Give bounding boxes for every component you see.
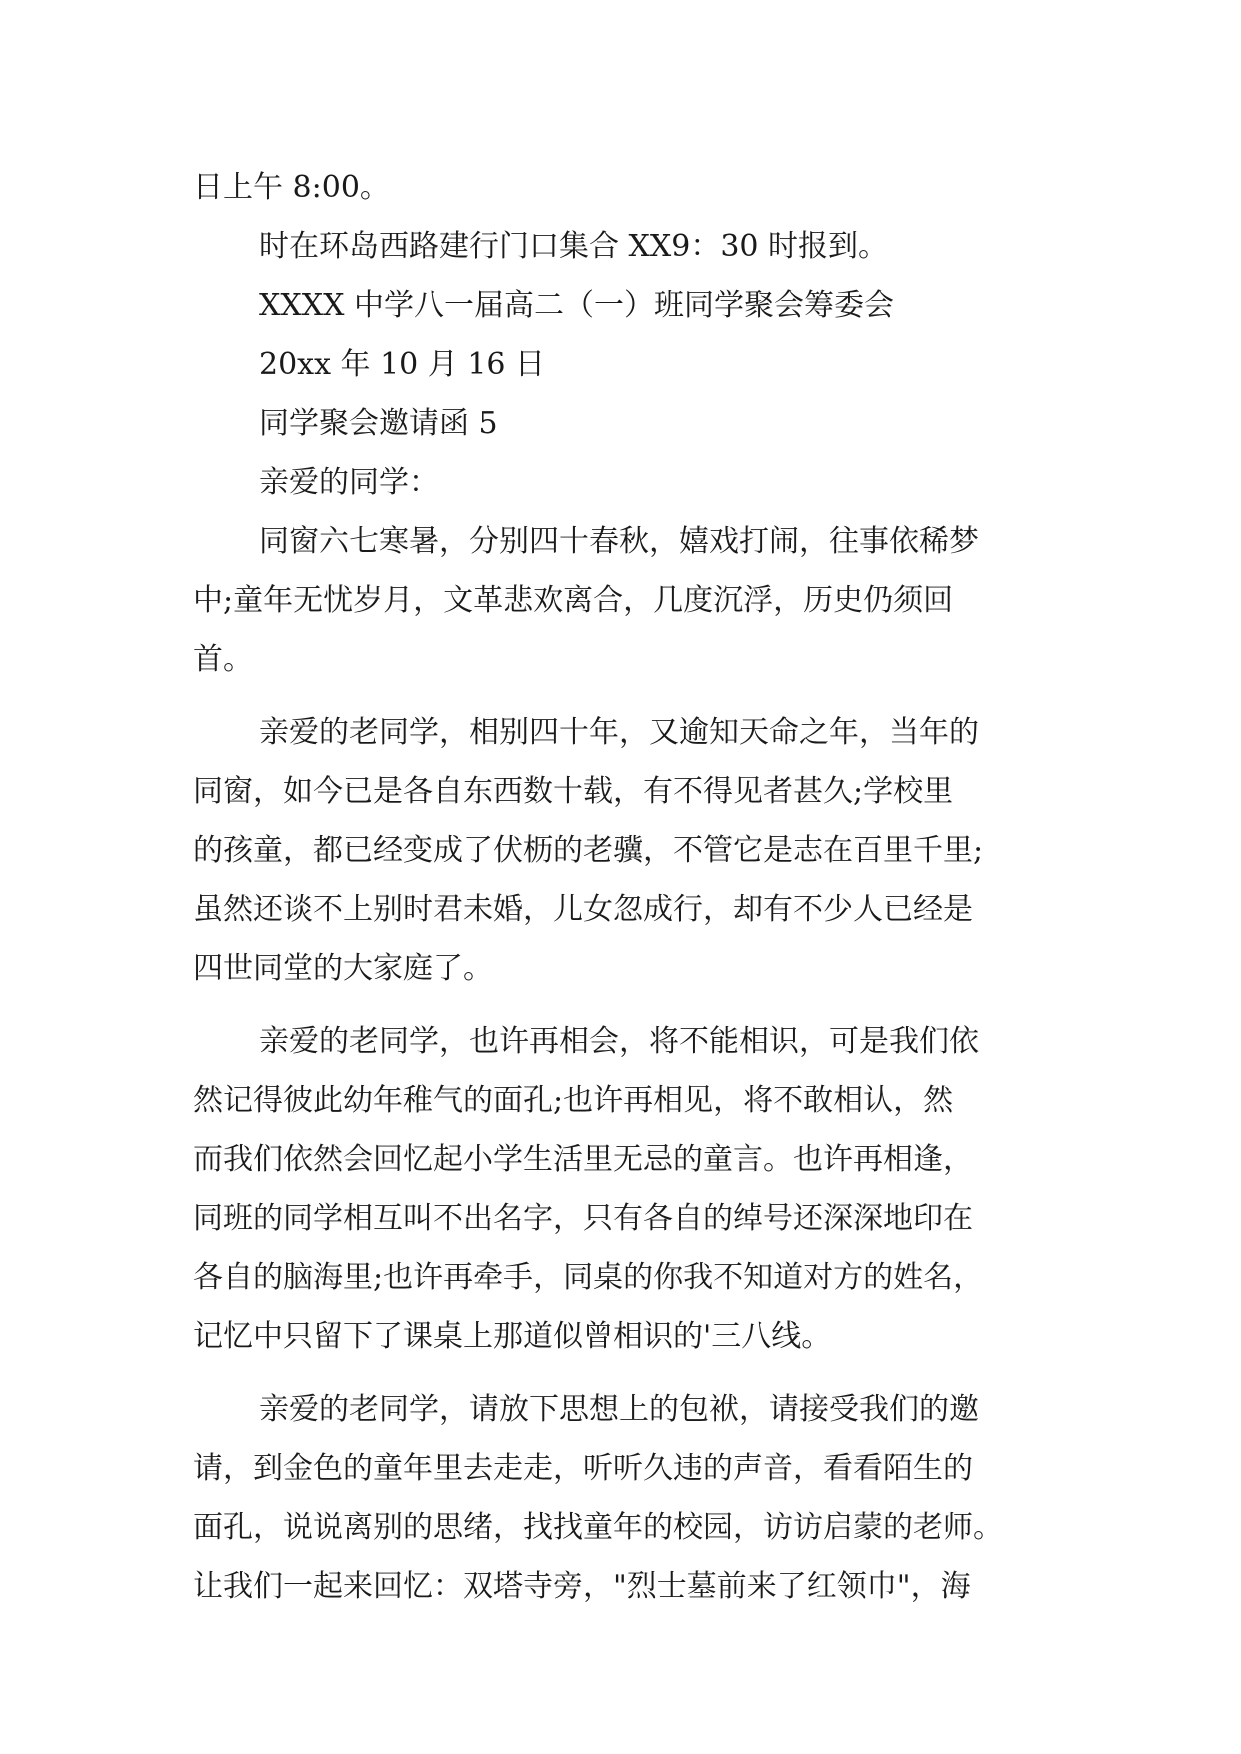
paragraph-line: 的孩童，都已经变成了伏枥的老骥，不管它是志在百里千里; [193,833,984,868]
paragraph-line: 四世同堂的大家庭了。 [193,951,493,986]
paragraph-line: 虽然还谈不上别时君未婚，儿女忽成行，却有不少人已经是 [193,892,973,927]
paragraph-gap [193,689,1053,703]
paragraph-line: 亲爱的老同学，相别四十年，又逾知天命之年，当年的 [259,715,979,750]
paragraph-line: 而我们依然会回忆起小学生活里无忌的童言。也许再相逢， [193,1142,973,1177]
paragraph-line: 面孔，说说离别的思绪，找找童年的校园，访访启蒙的老师。 [193,1510,1003,1545]
salutation: 亲爱的同学： [259,465,439,500]
paragraph-line: 记忆中只留下了课桌上那道似曾相识的'三八线。 [193,1319,832,1354]
text-line: 时在环岛西路建行门口集合 XX9：30 时报到。 [259,229,889,264]
paragraph-gap [193,998,1053,1012]
paragraph-line: 请，到金色的童年里去走走，听听久违的声音，看看陌生的 [193,1451,973,1486]
paragraph-line: 各自的脑海里;也许再牵手，同桌的你我不知道对方的姓名， [193,1260,984,1295]
paragraph-line: 亲爱的老同学，请放下思想上的包袱，请接受我们的邀 [259,1392,979,1427]
text-line: 日上午 8:00。 [193,170,390,205]
section-title: 同学聚会邀请函 5 [259,406,498,441]
paragraph-line: 亲爱的老同学，也许再相会，将不能相识，可是我们依 [259,1024,979,1059]
paragraph-line: 同班的同学相互叫不出名字，只有各自的绰号还深深地印在 [193,1201,973,1236]
paragraph-line: 同窗六七寒暑，分别四十春秋，嬉戏打闹，往事依稀梦 [259,524,979,559]
paragraph-gap [193,1366,1053,1380]
document-body [193,158,1053,1616]
paragraph-line: 同窗，如今已是各自东西数十载，有不得见者甚久;学校里 [193,774,954,809]
paragraph-line: 然记得彼此幼年稚气的面孔;也许再相见，将不敢相认，然 [193,1083,954,1118]
organizer-line: XXXX 中学八一届高二（一）班同学聚会筹委会 [259,288,894,323]
paragraph-line: 首。 [193,642,253,677]
paragraph-line: 中;童年无忧岁月，文革悲欢离合，几度沉浮，历史仍须回 [193,583,954,618]
date-line: 20xx 年 10 月 16 日 [259,347,546,382]
paragraph-line: 让我们一起来回忆：双塔寺旁，"烈士墓前来了红领巾"，海 [193,1569,971,1604]
